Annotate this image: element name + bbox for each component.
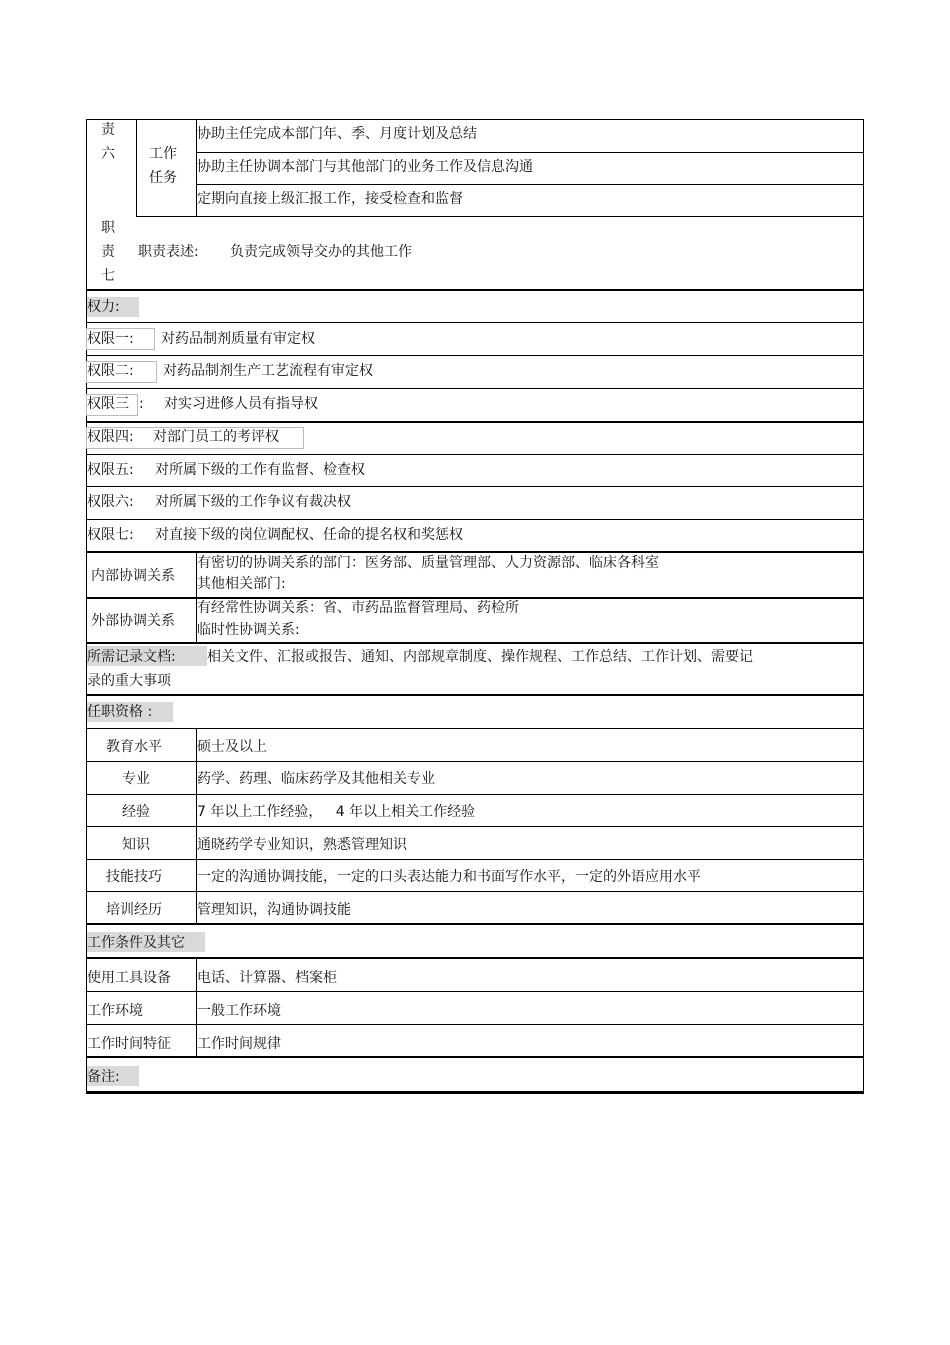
- power-text: 对所属下级的工作有监督、检查权: [155, 462, 365, 478]
- power-colon: :: [139, 396, 144, 412]
- divider: [136, 216, 864, 217]
- external-line: 临时性协调关系:: [197, 622, 300, 638]
- power-header: 权力:: [87, 299, 120, 315]
- divider: [86, 355, 864, 356]
- records-text: 录的重大事项: [87, 673, 171, 689]
- records-label: 所需记录文档:: [87, 649, 176, 665]
- divider: [86, 289, 864, 291]
- qual-label: 教育水平: [106, 739, 162, 755]
- qual-value: 7 年以上工作经验， 4 年以上相关工作经验: [197, 804, 476, 820]
- power-label: 权限三: [87, 396, 129, 412]
- divider: [86, 728, 864, 729]
- divider: [86, 761, 864, 762]
- duty6-label: 责 六: [101, 122, 115, 162]
- condition-label: 使用工具设备: [87, 970, 171, 986]
- divider: [86, 551, 864, 553]
- qual-label: 技能技巧: [106, 869, 162, 885]
- qual-label: 专业: [122, 771, 150, 787]
- power-text: 对实习进修人员有指导权: [164, 396, 318, 412]
- divider: [86, 794, 864, 795]
- divider: [196, 184, 864, 185]
- divider: [86, 891, 864, 892]
- divider: [86, 694, 864, 696]
- qualification-header: 任职资格 :: [87, 704, 153, 720]
- power-text: 对所属下级的工作争议有裁决权: [155, 494, 351, 510]
- divider: [86, 859, 864, 860]
- condition-value: 一般工作环境: [197, 1003, 281, 1019]
- qual-value: 药学、药理、临床药学及其他相关专业: [197, 771, 435, 787]
- divider: [86, 1024, 864, 1025]
- qual-label: 培训经历: [106, 902, 162, 918]
- qual-label: 经验: [122, 804, 150, 820]
- qual-label: 知识: [122, 837, 150, 853]
- divider: [86, 597, 864, 599]
- power-label: 权限五:: [87, 462, 134, 478]
- divider: [86, 454, 864, 455]
- divider: [86, 826, 864, 827]
- remarks-header: 备注:: [87, 1069, 120, 1085]
- divider: [136, 119, 137, 217]
- divider: [196, 152, 864, 153]
- divider: [86, 388, 864, 389]
- power-text: 对药品制剂生产工艺流程有审定权: [163, 363, 373, 379]
- power-text: 对药品制剂质量有审定权: [161, 331, 315, 347]
- external-label: 外部协调关系: [91, 613, 175, 629]
- condition-label: 工作时间特征: [87, 1036, 171, 1052]
- divider: [86, 957, 864, 959]
- power-label: 权限一:: [87, 331, 134, 347]
- power-label: 权限六:: [87, 494, 134, 510]
- divider: [86, 322, 864, 323]
- divider: [86, 1091, 864, 1093]
- condition-value: 电话、计算器、档案柜: [197, 970, 337, 986]
- power-label: 权限四:: [87, 429, 134, 445]
- external-line: 有经常性协调关系：省、市药品监督管理局、药检所: [197, 600, 519, 616]
- divider: [86, 642, 864, 644]
- divider: [86, 421, 864, 423]
- internal-line: 有密切的协调关系的部门：医务部、质量管理部、人力资源部、临床各科室: [197, 555, 659, 571]
- divider: [86, 486, 864, 487]
- condition-value: 工作时间规律: [197, 1036, 281, 1052]
- divider: [86, 519, 864, 520]
- task-item: 定期向直接上级汇报工作，接受检查和监督: [197, 191, 463, 207]
- duty-desc: 负责完成领导交办的其他工作: [230, 244, 412, 260]
- power-text: 对部门员工的考评权: [153, 429, 279, 445]
- task-item: 协助主任完成本部门年、季、月度计划及总结: [197, 126, 477, 142]
- duty7-label: 职 责 七: [101, 220, 115, 284]
- task-label: 工作 任务: [149, 146, 177, 186]
- internal-line: 其他相关部门:: [197, 576, 286, 592]
- power-label: 权限二:: [87, 363, 134, 379]
- divider: [86, 1056, 864, 1058]
- qual-value: 一定的沟通协调技能，一定的口头表达能力和书面写作水平，一定的外语应用水平: [197, 869, 701, 885]
- conditions-header: 工作条件及其它: [87, 935, 185, 951]
- duty-desc-label: 职责表述:: [138, 244, 199, 260]
- task-item: 协助主任协调本部门与其他部门的业务工作及信息沟通: [197, 159, 533, 175]
- divider: [86, 991, 864, 992]
- divider: [86, 923, 864, 925]
- power-text: 对直接下级的岗位调配权、任命的提名权和奖惩权: [155, 527, 463, 543]
- qual-value: 管理知识，沟通协调技能: [197, 902, 351, 918]
- qual-value: 通晓药学专业知识，熟悉管理知识: [197, 837, 407, 853]
- qual-value: 硕士及以上: [197, 739, 267, 755]
- power-label: 权限七:: [87, 527, 134, 543]
- records-text: 相关文件、汇报或报告、通知、内部规章制度、操作规程、工作总结、工作计划、需要记: [207, 649, 753, 665]
- internal-label: 内部协调关系: [91, 568, 175, 584]
- condition-label: 工作环境: [87, 1003, 143, 1019]
